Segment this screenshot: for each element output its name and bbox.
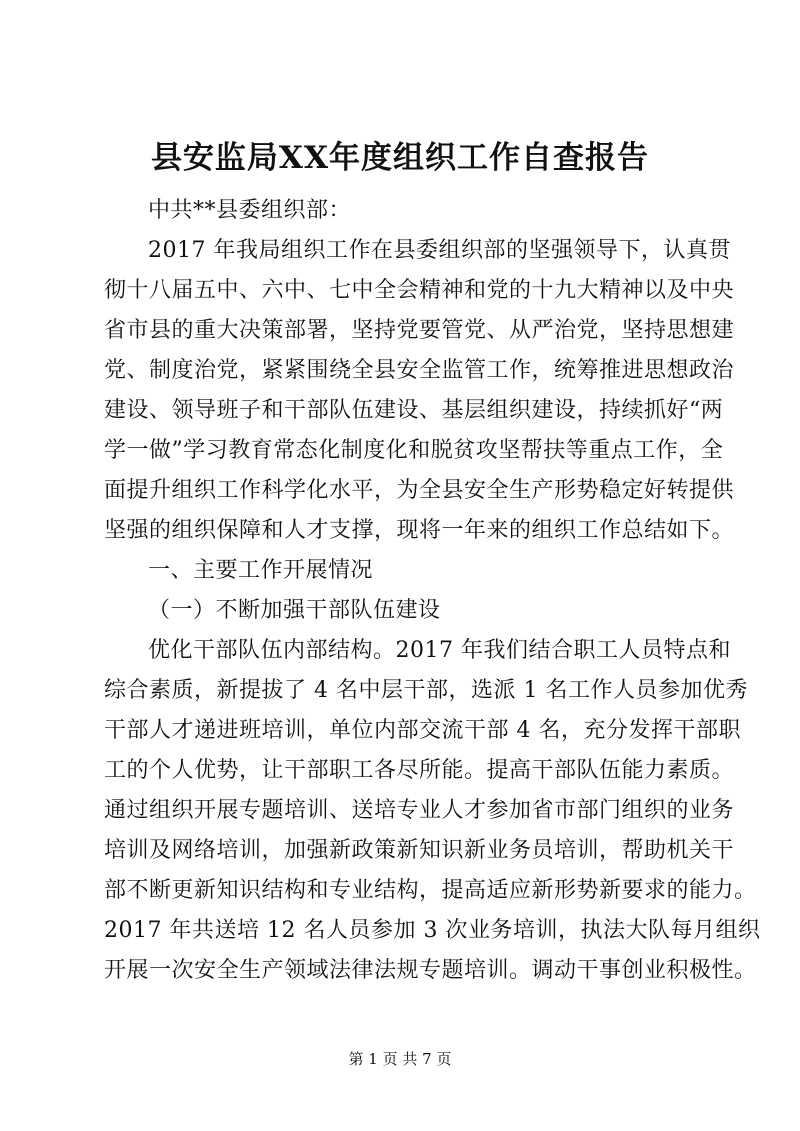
paragraph-line: 学一做”学习教育常态化制度化和脱贫攻坚帮扶等重点工作，全 — [104, 438, 724, 463]
paragraph-line: 通过组织开展专题培训、送培专业人才参加省市部门组织的业务 — [104, 798, 735, 823]
paragraph-line: 培训及网络培训，加强新政策新知识新业务员培训，帮助机关干 — [104, 838, 735, 863]
salutation: 中共**县委组织部： — [148, 198, 352, 223]
paragraph-line: 2017 年我局组织工作在县委组织部的坚强领导下，认真贯 — [148, 238, 731, 263]
paragraph-line: 坚强的组织保障和人才支撑，现将一年来的组织工作总结如下。 — [104, 518, 735, 543]
paragraph-line: 面提升组织工作科学化水平，为全县安全生产形势稳定好转提供 — [104, 478, 735, 503]
paragraph-line: 省市县的重大决策部署，坚持党要管党、从严治党，坚持思想建 — [104, 318, 735, 343]
paragraph-line: 工的个人优势，让干部职工各尽所能。提高干部队伍能力素质。 — [104, 758, 735, 783]
document-title: 县安监局XX年度组织工作自查报告 — [150, 140, 650, 176]
paragraph-line: 综合素质，新提拔了 4 名中层干部，选派 1 名工作人员参加优秀 — [104, 678, 748, 703]
paragraph-line: 2017 年共送培 12 名人员参加 3 次业务培训，执法大队每月组织 — [104, 918, 761, 943]
paragraph-line: 党、制度治党，紧紧围绕全县安全监管工作，统筹推进思想政治 — [104, 358, 735, 383]
page-footer: 第 1 页 共 7 页 — [348, 1050, 452, 1068]
paragraph-line: 部不断更新知识结构和专业结构，提高适应新形势新要求的能力。 — [104, 878, 757, 903]
paragraph-line: 优化干部队伍内部结构。2017 年我们结合职工人员特点和 — [148, 638, 731, 663]
paragraph-line: 彻十八届五中、六中、七中全会精神和党的十九大精神以及中央 — [104, 278, 735, 303]
subsection-heading: （一）不断加强干部队伍建设 — [148, 598, 441, 623]
paragraph-line: 干部人才递进班培训，单位内部交流干部 4 名，充分发挥干部职 — [104, 718, 741, 743]
paragraph-line: 开展一次安全生产领域法律法规专题培训。调动干事创业积极性。 — [104, 958, 757, 983]
section-heading: 一、主要工作开展情况 — [148, 558, 374, 583]
paragraph-line: 建设、领导班子和干部队伍建设、基层组织建设，持续抓好“两 — [104, 398, 724, 423]
